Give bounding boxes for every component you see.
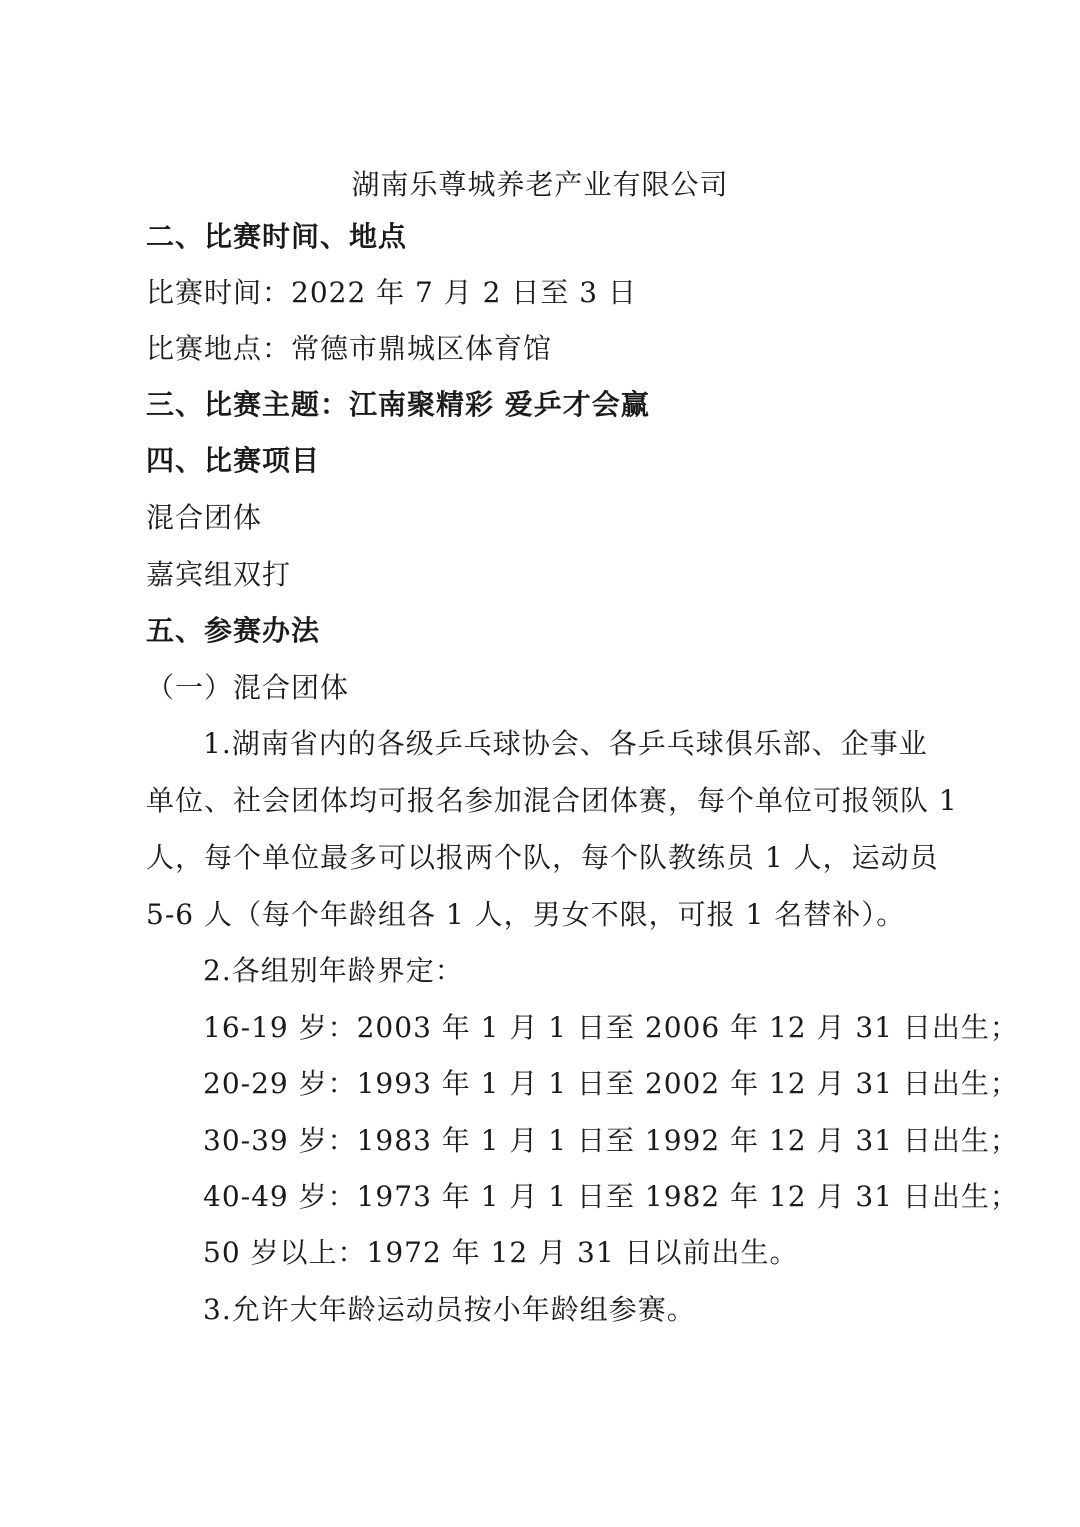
age-group-line: 20-29 岁：1993 年 1 月 1 日至 2002 年 12 月 31 日出生； [203, 1067, 1019, 1100]
subsection-mixed-team: （一）混合团体 [146, 671, 350, 704]
age-group-line: 16-19 岁：2003 年 1 月 1 日至 2006 年 12 月 31 日出生； [203, 1011, 1019, 1044]
paragraph-1-line: 人，每个单位最多可以报两个队，每个队教练员 1 人，运动员 [146, 841, 939, 874]
match-time: 比赛时间：2022 年 7 月 2 日至 3 日 [146, 276, 638, 309]
paragraph-1-line: 单位、社会团体均可报名参加混合团体赛，每个单位可报领队 1 [146, 784, 958, 817]
paragraph-1-line: 1.湖南省内的各级乒乓球协会、各乒乓球俱乐部、企事业 [203, 727, 928, 760]
paragraph-2: 2.各组别年龄界定： [203, 954, 464, 987]
paragraph-3: 3.允许大年龄运动员按小年龄组参赛。 [203, 1293, 696, 1326]
section-5-heading: 五、参赛办法 [146, 614, 321, 647]
age-group-line: 30-39 岁：1983 年 1 月 1 日至 1992 年 12 月 31 日出生； [203, 1124, 1019, 1157]
event-item: 嘉宾组双打 [146, 558, 292, 591]
age-group-line: 50 岁以上：1972 年 12 月 31 日以前出生。 [203, 1236, 799, 1269]
company-header: 湖南乐尊城养老产业有限公司 [351, 168, 729, 201]
section-4-heading: 四、比赛项目 [146, 444, 321, 477]
match-place: 比赛地点：常德市鼎城区体育馆 [146, 332, 553, 365]
age-group-line: 40-49 岁：1973 年 1 月 1 日至 1982 年 12 月 31 日出生； [203, 1180, 1019, 1213]
paragraph-1-line: 5-6 人（每个年龄组各 1 人，男女不限，可报 1 名替补）。 [146, 898, 906, 931]
event-item: 混合团体 [146, 501, 263, 534]
section-3-heading: 三、比赛主题：江南聚精彩 爱乒才会赢 [146, 388, 650, 421]
section-2-heading: 二、比赛时间、地点 [146, 220, 408, 253]
